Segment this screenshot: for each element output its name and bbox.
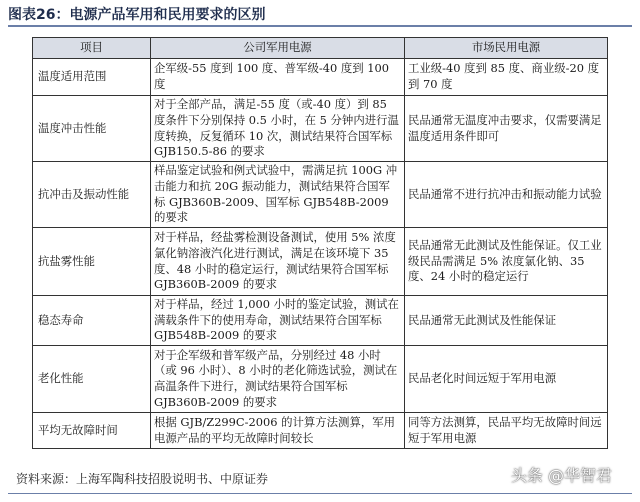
row-item: 平均无故障时间 — [33, 413, 151, 449]
table-row — [33, 162, 608, 228]
bottom-divider — [8, 493, 632, 494]
row-item: 抗冲击及振动性能 — [33, 162, 151, 228]
row-civil: 民品通常无此测试及性能保证 — [405, 296, 608, 346]
row-civil: 工业级-40 度到 85 度、商业级-20 度到 70 度 — [405, 59, 608, 96]
row-military: 对于样品，经盐雾检测设备测试，使用 5% 浓度氯化钠溶液汽化进行测试，满足在该环境下 35 度、48 小时的稳定运行，测试结果符合国军标 GJB360B-2009 的要求 — [151, 228, 405, 296]
table-row — [33, 228, 608, 296]
row-item: 稳态寿命 — [33, 296, 151, 346]
table-row — [33, 96, 608, 162]
table-header-row — [33, 38, 608, 59]
header-item: 项目 — [33, 38, 151, 59]
row-civil: 民品通常无温度冲击要求，仅需要满足温度适用条件即可 — [405, 96, 608, 162]
row-military: 企军级-55 度到 100 度、普军级-40 度到 100 度 — [151, 59, 405, 96]
table-row — [33, 59, 608, 96]
row-item: 抗盐雾性能 — [33, 228, 151, 296]
source-note: 资料来源：上海军陶科技招股说明书、中原证券 — [16, 472, 269, 486]
figure-title: 图表26：电源产品军用和民用要求的区别 — [8, 7, 266, 23]
row-military: 对于全部产品，满足-55 度（或-40 度）到 85 度条件下分别保持 0.5 小时，在 5 分钟内进行温度转换，反复循环 10 次，测试结果符合国军标 GJB150.5-86 的要求 — [151, 96, 405, 162]
row-item: 老化性能 — [33, 346, 151, 413]
watermark — [511, 463, 612, 486]
row-civil: 民品通常无此测试及性能保证。仅工业级民品需满足 5% 浓度氯化钠、35 度、24 小时的稳定运行 — [405, 228, 608, 296]
row-military: 对于样品，经过 1,000 小时的鉴定试验，测试在满载条件下的使用寿命，测试结果符合国军标 GJB548B-2009 的要求 — [151, 296, 405, 346]
row-item: 温度冲击性能 — [33, 96, 151, 162]
row-civil: 民品老化时间远短于军用电源 — [405, 346, 608, 413]
row-military: 根据 GJB/Z299C-2006 的计算方法测算，军用电源产品的平均无故障时间较长 — [151, 413, 405, 449]
row-military: 对于企军级和普军级产品，分别经过 48 小时（或 96 小时）、8 小时的老化筛选试验，测试在高温条件下进行，测试结果符合国军标 GJB360B-2009 的要求 — [151, 346, 405, 413]
comparison-table — [32, 37, 608, 449]
header-civil: 市场民用电源 — [405, 38, 608, 59]
table-row — [33, 413, 608, 449]
row-item: 温度适用范围 — [33, 59, 151, 96]
table-row — [33, 346, 608, 413]
header-military: 公司军用电源 — [151, 38, 405, 59]
row-civil: 同等方法测算，民品平均无故障时间远短于军用电源 — [405, 413, 608, 449]
title-divider — [8, 25, 632, 27]
watermark-text: 头条 @华智君 — [510, 466, 612, 485]
row-military: 样品鉴定试验和例式试验中，需满足抗 100G 冲击能力和抗 20G 振动能力，测试结果符合国军标 GJB360B-2009、国军标 GJB548B-2009 的要求 — [151, 162, 405, 228]
row-civil: 民品通常不进行抗冲击和振动能力试验 — [405, 162, 608, 228]
table-row — [33, 296, 608, 346]
